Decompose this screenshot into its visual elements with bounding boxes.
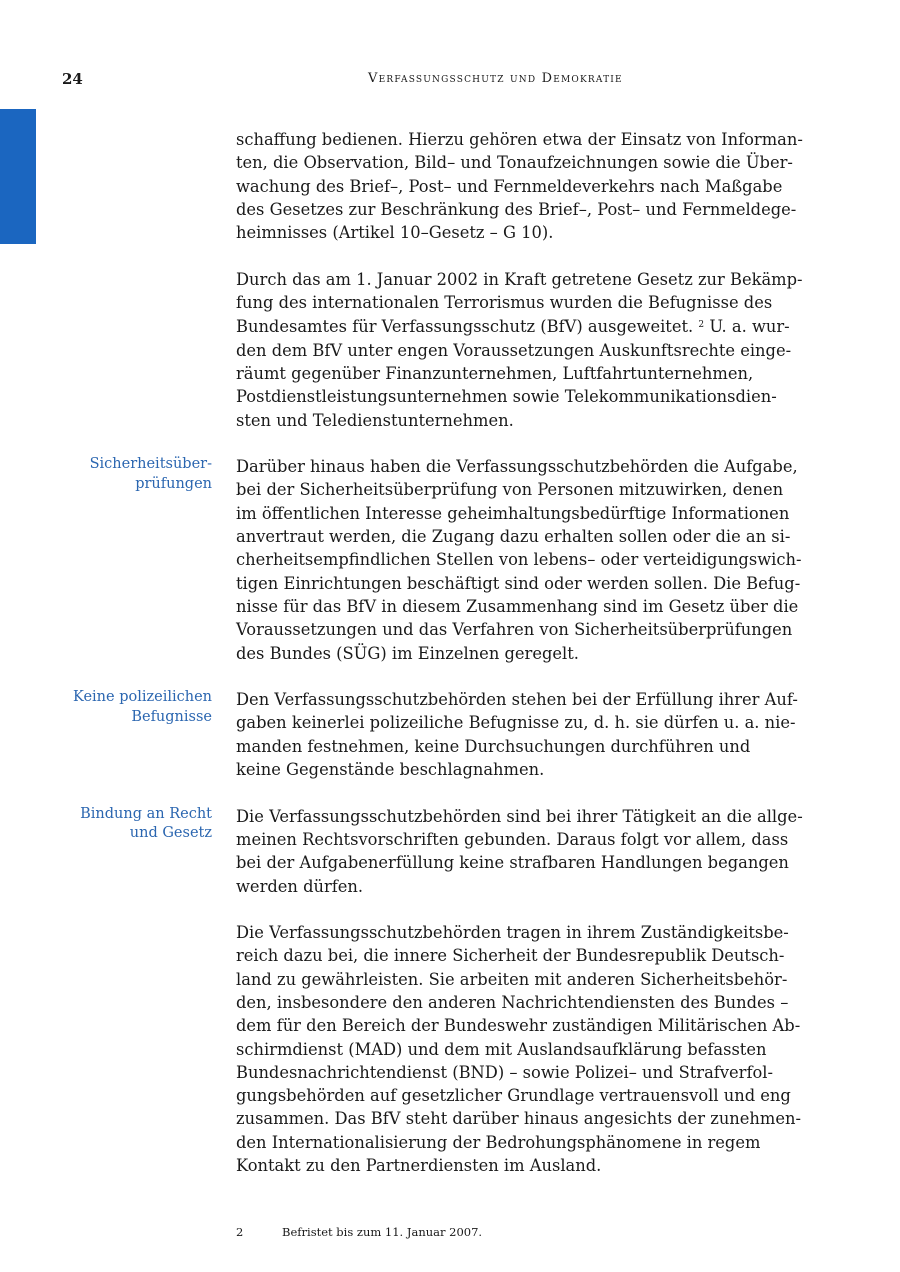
text-line-content: schaffung bedienen. Hierzu gehören etwa der Einsatz von Informan- (236, 130, 803, 149)
text-line (236, 851, 806, 874)
margin-heading-line: Befugnisse (131, 708, 212, 725)
margin-heading-line: Bindung an Recht (80, 805, 212, 822)
page-number: 24 (62, 70, 83, 88)
footnote-text: Befristet bis zum 11. Januar 2007. (282, 1225, 483, 1239)
text-line-content: des Bundes (SÜG) im Einzelnen geregelt. (236, 643, 579, 663)
margin-heading (73, 688, 212, 727)
text-line-content: schirmdienst (MAD) und dem mit Auslandsaufklärung befassten (236, 1039, 767, 1059)
text-line (236, 385, 806, 408)
paragraph (80, 805, 806, 898)
text-line-content: bei der Sicherheitsüberprüfung von Personen mitzuwirken, denen (236, 480, 784, 500)
text-line-content: Die Verfassungsschutzbehörden tragen in ihrem Zuständigkeitsbe- (236, 923, 789, 943)
text-line (236, 642, 806, 665)
paragraph (89, 455, 806, 665)
text-line (236, 339, 806, 362)
text-line-content: reich dazu bei, die innere Sicherheit der Bundesrepublik Deutsch- (236, 946, 785, 966)
text-line (236, 711, 806, 734)
text-line-content: den, insbesondere den anderen Nachrichtendiensten des Bundes – (236, 992, 789, 1012)
text-line-content: den dem BfV unter engen Voraussetzungen Auskunftsrechte einge- (236, 340, 792, 360)
text-line (236, 268, 806, 291)
text-line (236, 1107, 806, 1130)
text-line (236, 128, 806, 151)
footnote-reference[interactable]: 2 (698, 320, 705, 331)
chapter-color-tab (0, 109, 36, 244)
text-line (236, 221, 806, 244)
text-line-content: bei der Aufgabenerfüllung keine strafbaren Handlungen begangen (236, 853, 789, 873)
text-line (236, 525, 806, 548)
text-line (236, 991, 806, 1014)
text-line-content: zusammen. Das BfV steht darüber hinaus angesichts der zunehmen- (236, 1109, 801, 1129)
text-line (236, 875, 806, 898)
margin-heading (90, 455, 212, 494)
text-line-content: tigen Einrichtungen beschäftigt sind oder werden sollen. Die Befug- (236, 573, 801, 593)
text-line (236, 758, 806, 781)
text-line-content: ten, die Observation, Bild– und Tonaufzeichnungen sowie die Über- (236, 153, 793, 173)
text-line (236, 198, 806, 221)
text-line (236, 455, 806, 478)
text-line (236, 1131, 806, 1154)
text-line-content: meinen Rechtsvorschriften gebunden. Daraus folgt vor allem, dass (236, 829, 789, 849)
text-line (236, 968, 806, 991)
text-line-content: land zu gewährleisten. Sie arbeiten mit anderen Sicherheitsbehör- (236, 969, 788, 989)
text-line-tail: U. a. wur- (709, 317, 790, 337)
text-line-content: nisse für das BfV in diesem Zusammenhang sind im Gesetz über die (236, 596, 799, 616)
margin-heading-line: Sicherheitsüber- (89, 456, 212, 473)
margin-heading (80, 805, 212, 844)
text-line (236, 175, 806, 198)
text-line (236, 944, 806, 967)
text-line-content: gungsbehörden auf gesetzlicher Grundlage vertrauensvoll und eng (236, 1086, 791, 1106)
text-line-content: im öffentlichen Interesse geheimhaltungsbedürftige Informationen (236, 503, 790, 523)
body-text-column (73, 128, 806, 1201)
text-line (236, 409, 806, 432)
text-line-content: heimnisses (Artikel 10–Gesetz – G 10). (236, 223, 554, 243)
text-line (236, 1038, 806, 1061)
text-line (236, 502, 806, 525)
text-line (236, 735, 806, 758)
text-line-content: des Gesetzes zur Beschränkung des Brief–, Post– und Fernmeldege- (236, 199, 797, 219)
text-line (236, 805, 806, 828)
text-line (236, 548, 806, 571)
paragraph (236, 128, 806, 244)
text-line-content: Den Verfassungsschutzbehörden stehen bei der Erfüllung ihrer Auf- (236, 690, 798, 710)
text-line-content: sten und Teledienstunternehmen. (236, 410, 514, 430)
text-line (236, 618, 806, 641)
text-line (236, 1084, 806, 1107)
text-line-content: den Internationalisierung der Bedrohungsphänomene in regem (236, 1132, 761, 1152)
text-line (236, 1154, 806, 1177)
footnote-number: 2 (236, 1225, 244, 1239)
text-line (236, 921, 806, 944)
text-line (236, 291, 806, 314)
text-line-content: Darüber hinaus haben die Verfassungsschutzbehörden die Aufgabe, (236, 457, 798, 477)
text-line (236, 478, 806, 501)
text-line-content: gaben keinerlei polizeiliche Befugnisse zu, d. h. sie dürfen u. a. nie- (236, 713, 796, 733)
margin-heading-line: und Gesetz (129, 825, 212, 842)
paragraph (73, 688, 806, 781)
text-line-content: dem für den Bereich der Bundeswehr zuständigen Militärischen Ab- (236, 1016, 801, 1036)
paragraph (236, 921, 806, 1177)
text-line-content: Durch das am 1. Januar 2002 in Kraft getretene Gesetz zur Bekämp- (236, 269, 803, 289)
text-line-content: räumt gegenüber Finanzunternehmen, Luftfahrtunternehmen, (236, 363, 754, 383)
text-line-content: Voraussetzungen und das Verfahren von Sicherheitsüberprüfungen (236, 620, 793, 640)
text-line-content: Kontakt zu den Partnerdiensten im Ausland. (236, 1156, 602, 1176)
text-line (236, 572, 806, 595)
text-line-content: Bundesnachrichtendienst (BND) – sowie Polizei– und Strafverfol- (236, 1062, 773, 1082)
paragraph (236, 268, 806, 432)
margin-heading-line: Keine polizeilichen (73, 689, 212, 706)
text-line-content: Postdienstleistungsunternehmen sowie Telekommunikationsdien- (236, 387, 777, 407)
text-line-content: keine Gegenstände beschlagnahmen. (236, 760, 545, 780)
text-line-content: Bundesamtes für Verfassungsschutz (BfV) ausgeweitet. (236, 317, 694, 337)
text-line-content: wachung des Brief–, Post– und Fernmeldeverkehrs nach Maßgabe (236, 176, 783, 196)
text-line (236, 828, 806, 851)
text-line-content: werden dürfen. (236, 876, 364, 896)
text-line-content: fung des internationalen Terrorismus wurden die Befugnisse des (236, 293, 773, 313)
running-title: Verfassungsschutz und Demokratie (368, 71, 623, 86)
text-line (236, 151, 806, 174)
text-line-content: Die Verfassungsschutzbehörden sind bei ihrer Tätigkeit an die allge- (236, 806, 803, 826)
text-line-content: anvertraut werden, die Zugang dazu erhalten sollen oder die an si- (236, 527, 791, 547)
margin-heading-line: prüfungen (135, 475, 212, 492)
text-line-content: cherheitsempfindlichen Stellen von lebens– oder verteidigungswich- (236, 550, 802, 570)
text-line (236, 314, 806, 338)
text-line (236, 1061, 806, 1084)
text-line (236, 362, 806, 385)
text-line-content: manden festnehmen, keine Durchsuchungen durchführen und (236, 736, 751, 756)
text-line (236, 1014, 806, 1037)
footnote (236, 1225, 482, 1239)
text-line (236, 688, 806, 711)
text-line (236, 595, 806, 618)
